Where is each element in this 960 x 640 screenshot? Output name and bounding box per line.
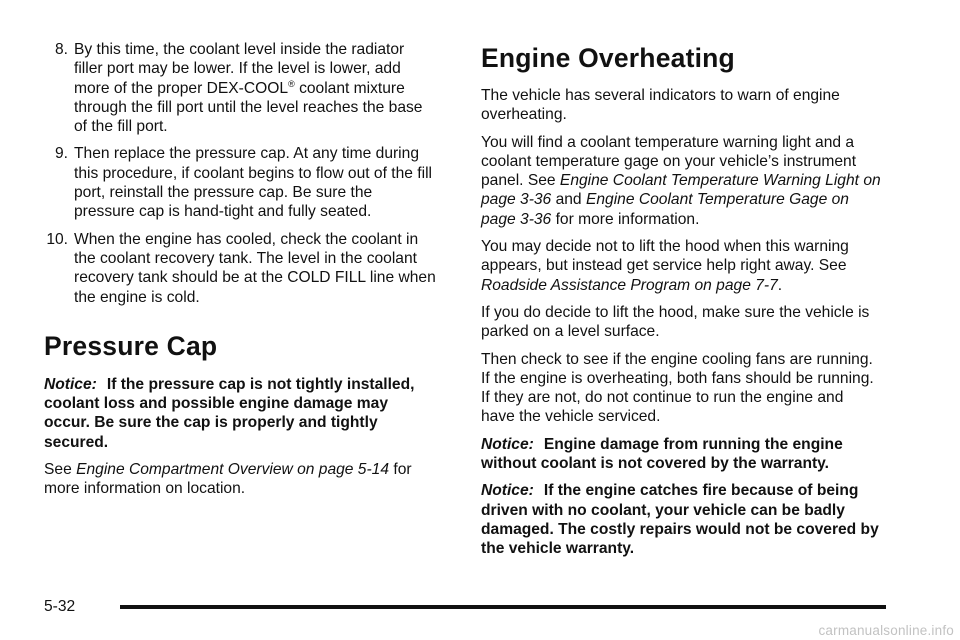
text-run: You will find a coolant temperature warning light and a coolant temperature gage on your vehicle’s instrument panel. See [481, 133, 857, 190]
paragraph-indicators: The vehicle has several indicators to warn of engine overheating. [481, 87, 840, 124]
left-column [44, 40, 436, 507]
step-text: coolant mixture through the fill port until the level reaches the base of the fill port. [74, 79, 423, 136]
paragraph-warning-light [481, 133, 881, 229]
paragraph-roadside [481, 237, 881, 295]
footer-rule [120, 605, 886, 609]
notice-text: Engine damage from running the engine without coolant is not covered by the warranty. [481, 435, 843, 473]
step-number: 10. [46, 230, 68, 248]
pressure-cap-notice [44, 375, 436, 452]
engine-compartment-overview-link[interactable]: Engine Compartment Overview on page 5-14 [76, 461, 390, 479]
pressure-cap-heading: Pressure Cap [44, 330, 218, 361]
procedure-steps [44, 40, 436, 307]
pressure-cap-see-also [44, 460, 436, 499]
text-run: You may decide not to lift the hood when this warning appears, but instead get service help right away. See [481, 238, 849, 275]
coolant-warning-light-link[interactable]: Engine Coolant Temperature Warning Light on page 3-36 [481, 172, 881, 209]
step-item [44, 230, 436, 307]
step-text: By this time, the coolant level inside the radiator filler port may be lower. If the level is lower, add more of the proper DEX-COOL [74, 41, 405, 97]
watermark: carmanualsonline.info [818, 623, 954, 638]
text-run: for more information. [555, 210, 700, 228]
notice-text: If the pressure cap is not tightly installed, coolant loss and possible engine damage may occur. Be sure the cap is properly and tightly secured. [44, 375, 415, 451]
step-number: 8. [54, 41, 68, 58]
coolant-gage-link[interactable]: Engine Coolant Temperature Gage on page 3-36 [481, 191, 849, 228]
step-item [44, 144, 436, 221]
notice-warranty [481, 435, 881, 474]
registered-mark: ® [288, 78, 295, 89]
notice-fire [481, 481, 881, 558]
see-prefix: See [44, 461, 72, 479]
notice-label: Notice: [44, 375, 97, 393]
paragraph-lift-hood: If you do decide to lift the hood, make sure the vehicle is parked on a level surface. [481, 303, 870, 341]
right-column [481, 40, 881, 567]
text-run: . [777, 276, 783, 294]
step-text: Then replace the pressure cap. At any time during this procedure, if coolant begins to flow out of the fill port, reinstall the pressure cap. Be sure the pressure cap is hand-tight and fully seated. [74, 145, 432, 221]
step-number: 9. [54, 145, 68, 163]
notice-label: Notice: [481, 482, 534, 500]
page-number: 5-32 [44, 598, 76, 615]
notice-text: If the engine catches fire because of being driven with no coolant, your vehicle can be badly damaged. The costly repairs would not be covered by the vehicle warranty. [481, 482, 879, 558]
engine-overheating-heading: Engine Overheating [481, 43, 735, 73]
step-text: When the engine has cooled, check the coolant in the coolant recovery tank. The level in the coolant recovery tank should be at the COLD FILL line when the engine is cold. [74, 230, 436, 306]
notice-label: Notice: [481, 435, 534, 453]
roadside-assistance-link[interactable]: Roadside Assistance Program on page 7-7 [481, 276, 778, 294]
text-run: and [555, 191, 582, 209]
see-suffix: for more information on location. [44, 461, 412, 498]
page-footer [44, 597, 886, 617]
step-item [44, 40, 436, 136]
paragraph-cooling-fans: Then check to see if the engine cooling fans are running. If the engine is overheating, both fans should be running. If they are not, do not continue to run the engine and have the vehicle serviced. [481, 350, 874, 426]
